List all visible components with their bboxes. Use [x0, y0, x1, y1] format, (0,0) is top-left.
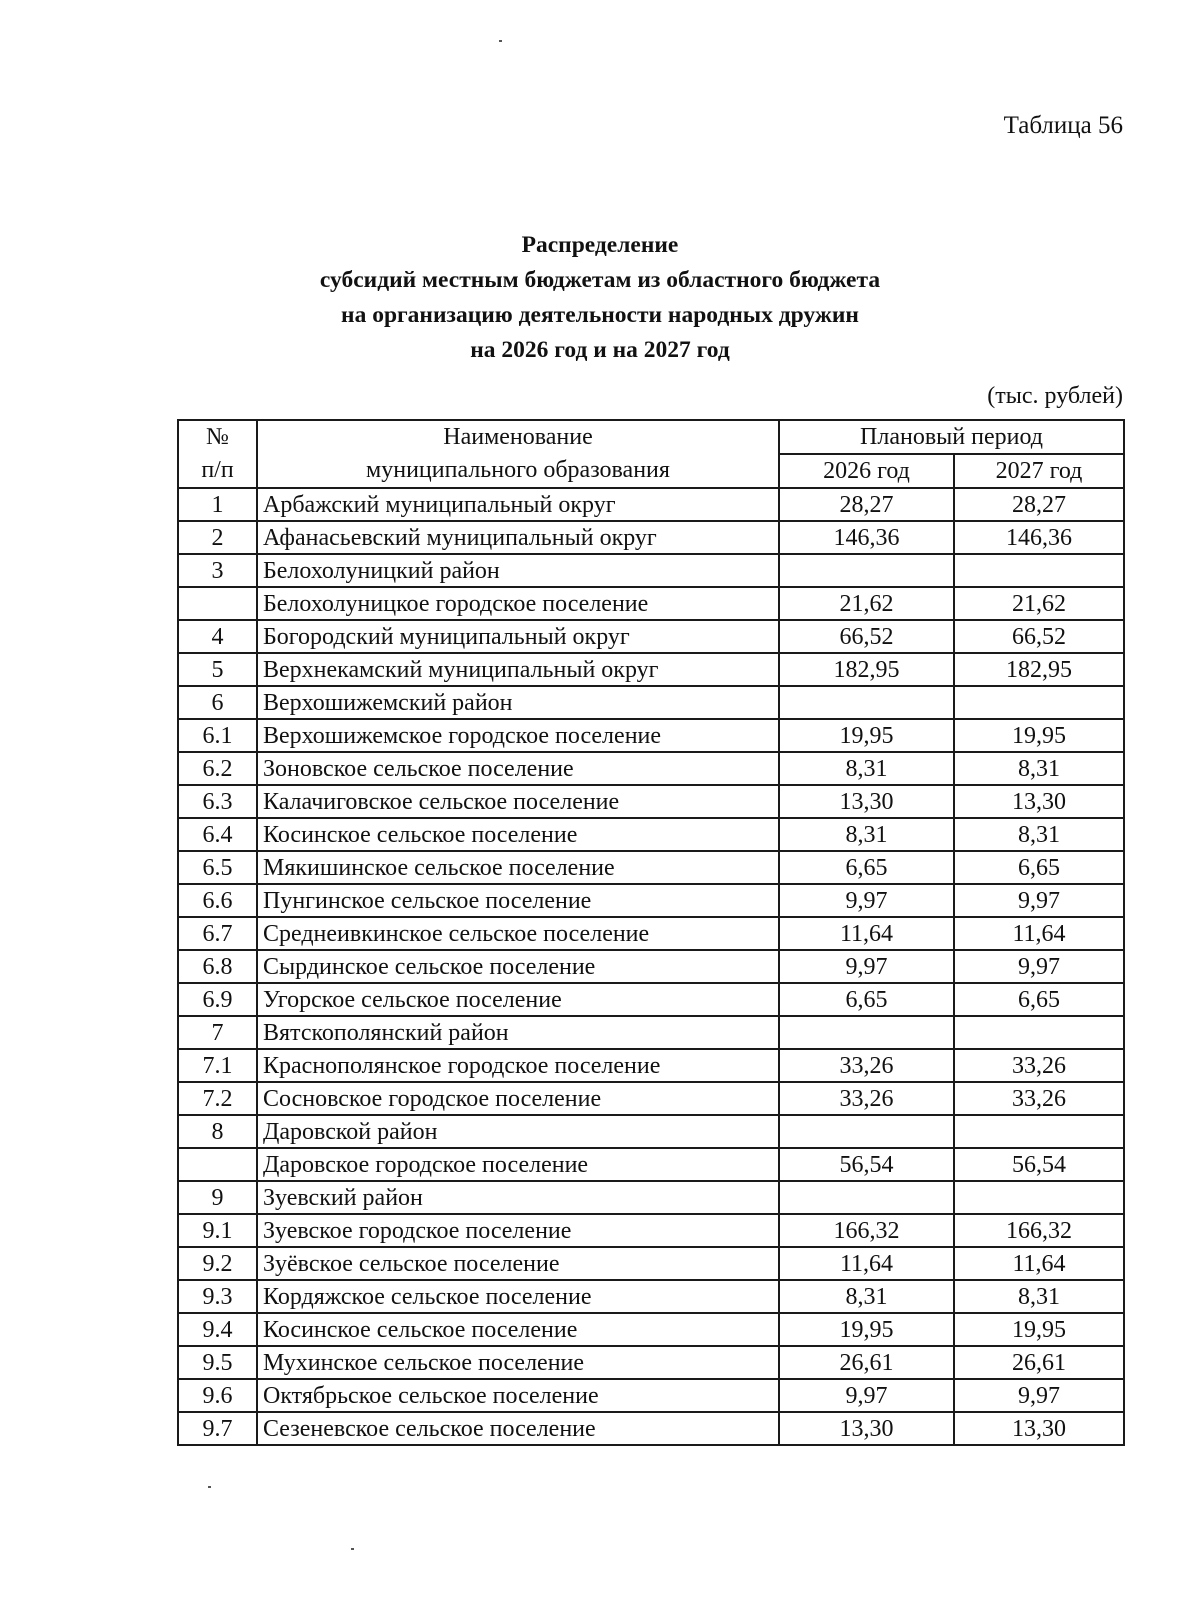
- row-value-2027: [954, 1115, 1124, 1148]
- row-value-2026: 33,26: [779, 1049, 954, 1082]
- row-name: Октябрьское сельское поселение: [257, 1379, 779, 1412]
- row-number: 7: [178, 1016, 257, 1049]
- row-number: 9.7: [178, 1412, 257, 1445]
- table-row: [178, 1280, 1124, 1313]
- row-name: Арбажский муниципальный округ: [257, 488, 779, 521]
- header-name: [257, 420, 779, 488]
- table-row: [178, 719, 1124, 752]
- row-value-2027: [954, 554, 1124, 587]
- header-name-line2: муниципального образования: [366, 457, 670, 483]
- row-number: 8: [178, 1115, 257, 1148]
- row-value-2026: 9,97: [779, 884, 954, 917]
- table-row: [178, 1049, 1124, 1082]
- table-row: [178, 1214, 1124, 1247]
- row-number: 6.9: [178, 983, 257, 1016]
- row-number: 6.5: [178, 851, 257, 884]
- row-name: Мякишинское сельское поселение: [257, 851, 779, 884]
- row-name: Пунгинское сельское поселение: [257, 884, 779, 917]
- row-number: 9.3: [178, 1280, 257, 1313]
- row-value-2027: 8,31: [954, 1280, 1124, 1313]
- row-value-2027: 13,30: [954, 1412, 1124, 1445]
- row-value-2026: [779, 1115, 954, 1148]
- row-number: 6.2: [178, 752, 257, 785]
- table-row: [178, 686, 1124, 719]
- row-number: [178, 1148, 257, 1181]
- table-row: [178, 554, 1124, 587]
- row-value-2026: 166,32: [779, 1214, 954, 1247]
- row-name: Угорское сельское поселение: [257, 983, 779, 1016]
- table-row: [178, 1313, 1124, 1346]
- row-value-2026: [779, 1016, 954, 1049]
- row-value-2027: 166,32: [954, 1214, 1124, 1247]
- row-value-2027: 13,30: [954, 785, 1124, 818]
- row-value-2026: 11,64: [779, 917, 954, 950]
- row-value-2026: 66,52: [779, 620, 954, 653]
- table-row: [178, 851, 1124, 884]
- row-name: Калачиговское сельское поселение: [257, 785, 779, 818]
- table-row: [178, 752, 1124, 785]
- table-row: [178, 1181, 1124, 1214]
- scan-speck: [208, 1486, 211, 1488]
- row-value-2027: 9,97: [954, 1379, 1124, 1412]
- row-value-2026: 6,65: [779, 851, 954, 884]
- row-value-2026: 13,30: [779, 785, 954, 818]
- row-number: 1: [178, 488, 257, 521]
- row-number: 6.8: [178, 950, 257, 983]
- table-row: [178, 587, 1124, 620]
- row-value-2026: 56,54: [779, 1148, 954, 1181]
- row-number: 5: [178, 653, 257, 686]
- row-number: 6.6: [178, 884, 257, 917]
- header-year-2026: 2026 год: [779, 454, 954, 488]
- row-number: 6: [178, 686, 257, 719]
- row-name: Верхошижемское городское поселение: [257, 719, 779, 752]
- row-number: 2: [178, 521, 257, 554]
- table-row: [178, 521, 1124, 554]
- title-line: на 2026 год и на 2027 год: [470, 337, 730, 363]
- row-name: Зуевское городское поселение: [257, 1214, 779, 1247]
- table-body: [178, 488, 1124, 1445]
- table-row: [178, 1016, 1124, 1049]
- row-value-2027: 19,95: [954, 719, 1124, 752]
- header-number-line2: п/п: [201, 457, 234, 483]
- row-name: Сырдинское сельское поселение: [257, 950, 779, 983]
- row-value-2026: 19,95: [779, 1313, 954, 1346]
- row-value-2026: 8,31: [779, 818, 954, 851]
- row-name: Зоновское сельское поселение: [257, 752, 779, 785]
- table-row: [178, 917, 1124, 950]
- row-value-2027: [954, 1181, 1124, 1214]
- row-value-2026: [779, 1181, 954, 1214]
- table-row: [178, 488, 1124, 521]
- row-value-2026: 8,31: [779, 752, 954, 785]
- row-name: Белохолуницкий район: [257, 554, 779, 587]
- row-value-2027: 9,97: [954, 884, 1124, 917]
- row-number: 9: [178, 1181, 257, 1214]
- row-number: 9.5: [178, 1346, 257, 1379]
- row-value-2026: 13,30: [779, 1412, 954, 1445]
- row-number: 7.2: [178, 1082, 257, 1115]
- row-number: 9.4: [178, 1313, 257, 1346]
- row-name: Верхошижемский район: [257, 686, 779, 719]
- title-line: субсидий местным бюджетам из областного бюджета: [319, 267, 881, 293]
- scan-speck: [351, 1548, 354, 1550]
- row-value-2026: 28,27: [779, 488, 954, 521]
- row-name: Богородский муниципальный округ: [257, 620, 779, 653]
- row-number: 6.7: [178, 917, 257, 950]
- row-number: 9.6: [178, 1379, 257, 1412]
- row-name: Зуевский район: [257, 1181, 779, 1214]
- row-value-2027: 182,95: [954, 653, 1124, 686]
- row-name: Косинское сельское поселение: [257, 1313, 779, 1346]
- row-name: Среднеивкинское сельское поселение: [257, 917, 779, 950]
- row-value-2026: 182,95: [779, 653, 954, 686]
- row-value-2027: 66,52: [954, 620, 1124, 653]
- row-value-2027: 11,64: [954, 1247, 1124, 1280]
- row-number: 3: [178, 554, 257, 587]
- table-row: [178, 1148, 1124, 1181]
- header-year-2027: 2027 год: [954, 454, 1124, 488]
- row-name: Зуёвское сельское поселение: [257, 1247, 779, 1280]
- table-row: [178, 620, 1124, 653]
- row-value-2027: 6,65: [954, 983, 1124, 1016]
- header-name-line1: Наименование: [443, 424, 593, 450]
- header-period: Плановый период: [779, 420, 1124, 454]
- table-number: Таблица 56: [1003, 112, 1123, 139]
- row-value-2027: 8,31: [954, 752, 1124, 785]
- row-value-2027: 9,97: [954, 950, 1124, 983]
- table-row: [178, 1115, 1124, 1148]
- row-name: Сезеневское сельское поселение: [257, 1412, 779, 1445]
- row-value-2027: 8,31: [954, 818, 1124, 851]
- row-value-2027: 33,26: [954, 1082, 1124, 1115]
- row-name: Белохолуницкое городское поселение: [257, 587, 779, 620]
- row-value-2027: 26,61: [954, 1346, 1124, 1379]
- table-row: [178, 653, 1124, 686]
- row-value-2026: 33,26: [779, 1082, 954, 1115]
- row-value-2027: 28,27: [954, 488, 1124, 521]
- row-value-2026: 9,97: [779, 950, 954, 983]
- row-value-2026: [779, 554, 954, 587]
- table-row: [178, 818, 1124, 851]
- row-name: Даровской район: [257, 1115, 779, 1148]
- title-line: на организацию деятельности народных дружин: [341, 302, 859, 328]
- row-value-2026: 6,65: [779, 983, 954, 1016]
- document-title: [0, 228, 1200, 368]
- row-value-2027: 33,26: [954, 1049, 1124, 1082]
- row-value-2026: 8,31: [779, 1280, 954, 1313]
- subsidy-table: [177, 419, 1125, 1446]
- table-row: [178, 1082, 1124, 1115]
- row-value-2027: 56,54: [954, 1148, 1124, 1181]
- row-name: Мухинское сельское поселение: [257, 1346, 779, 1379]
- row-number: 6.1: [178, 719, 257, 752]
- row-name: Афанасьевский муниципальный округ: [257, 521, 779, 554]
- row-value-2027: 6,65: [954, 851, 1124, 884]
- row-name: Кордяжское сельское поселение: [257, 1280, 779, 1313]
- row-value-2027: 11,64: [954, 917, 1124, 950]
- row-number: 6.4: [178, 818, 257, 851]
- row-name: Даровское городское поселение: [257, 1148, 779, 1181]
- scan-speck: [499, 40, 502, 42]
- row-value-2026: 26,61: [779, 1346, 954, 1379]
- table-header: [178, 420, 1124, 488]
- row-name: Сосновское городское поселение: [257, 1082, 779, 1115]
- table-row: [178, 950, 1124, 983]
- row-value-2026: 146,36: [779, 521, 954, 554]
- row-number: 9.1: [178, 1214, 257, 1247]
- row-number: 4: [178, 620, 257, 653]
- header-number: [178, 420, 257, 488]
- row-value-2027: [954, 1016, 1124, 1049]
- units-note: (тыс. рублей): [987, 383, 1123, 409]
- table-row: [178, 785, 1124, 818]
- row-number: 7.1: [178, 1049, 257, 1082]
- row-value-2026: 9,97: [779, 1379, 954, 1412]
- row-value-2026: [779, 686, 954, 719]
- row-number: 6.3: [178, 785, 257, 818]
- row-name: Вятскополянский район: [257, 1016, 779, 1049]
- table-row: [178, 1346, 1124, 1379]
- table-row: [178, 1247, 1124, 1280]
- row-number: 9.2: [178, 1247, 257, 1280]
- row-name: Косинское сельское поселение: [257, 818, 779, 851]
- row-value-2027: 21,62: [954, 587, 1124, 620]
- row-value-2027: [954, 686, 1124, 719]
- row-value-2026: 19,95: [779, 719, 954, 752]
- row-name: Краснополянское городское поселение: [257, 1049, 779, 1082]
- row-number: [178, 587, 257, 620]
- row-name: Верхнекамский муниципальный округ: [257, 653, 779, 686]
- row-value-2027: 146,36: [954, 521, 1124, 554]
- row-value-2027: 19,95: [954, 1313, 1124, 1346]
- row-value-2026: 21,62: [779, 587, 954, 620]
- header-number-line1: №: [206, 424, 229, 450]
- title-line: Распределение: [521, 232, 679, 258]
- table-row: [178, 1412, 1124, 1445]
- table-row: [178, 983, 1124, 1016]
- row-value-2026: 11,64: [779, 1247, 954, 1280]
- table-row: [178, 1379, 1124, 1412]
- table-row: [178, 884, 1124, 917]
